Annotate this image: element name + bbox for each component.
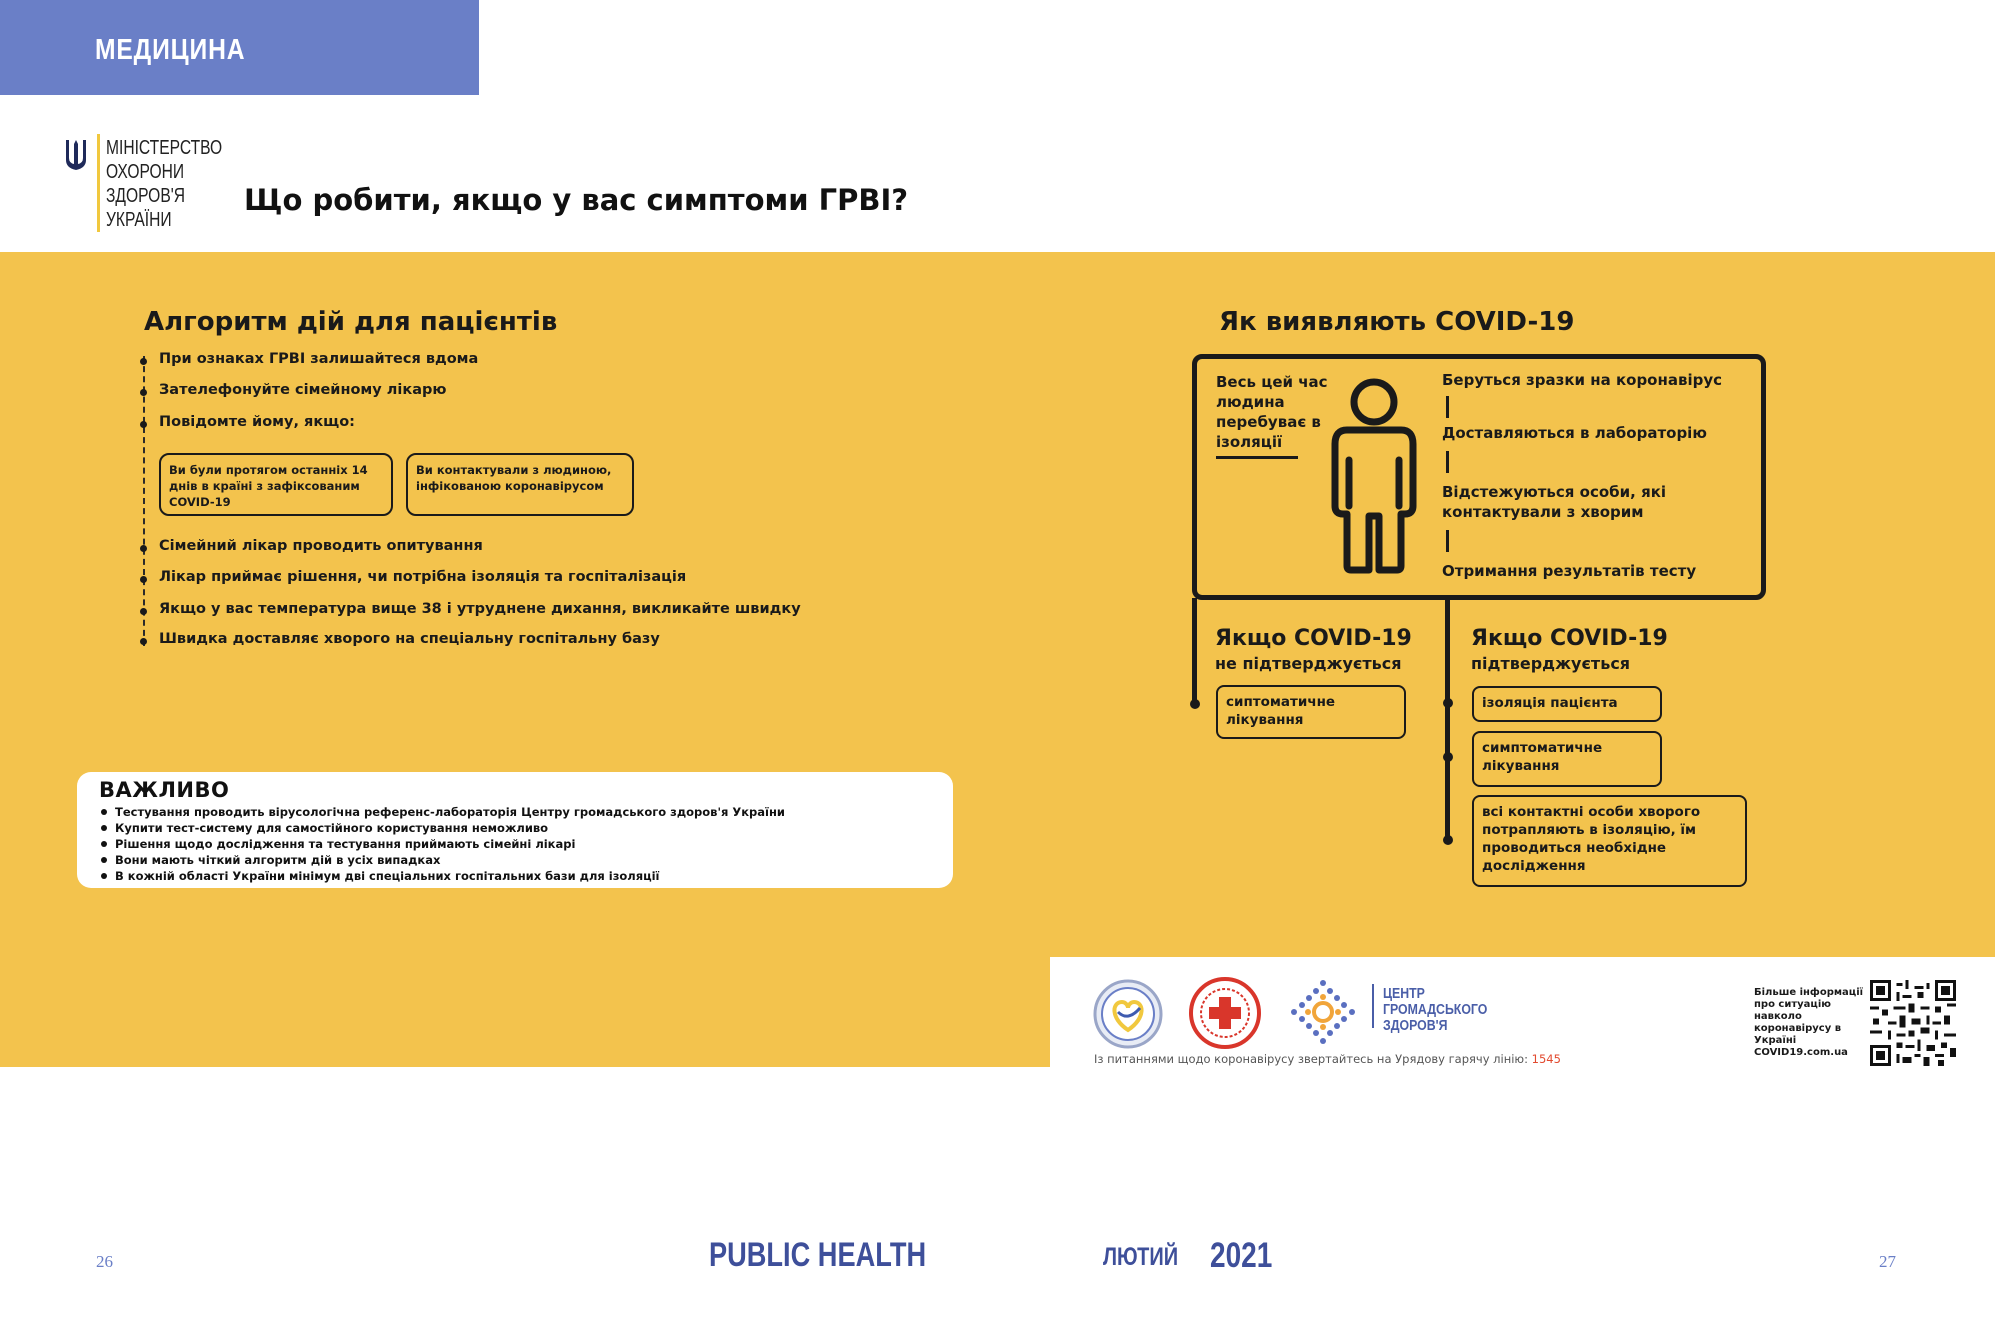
important-list	[99, 804, 953, 884]
timeline-dot	[140, 545, 147, 552]
hotline-text	[1094, 1052, 1561, 1066]
logo-divider	[97, 134, 100, 232]
process-connector	[1446, 530, 1449, 552]
issue-year: 2021	[1210, 1236, 1273, 1275]
important-item: Вони мають чіткий алгоритм дій в усіх випадках	[99, 852, 953, 868]
phc-line: ЗДОРОВ'Я	[1383, 1018, 1448, 1034]
condition-box: Ви контактували з людиною, інфікованою коронавірусом	[406, 453, 634, 516]
branch-dot	[1443, 752, 1453, 762]
result-box: симптоматичне лікування	[1472, 731, 1662, 787]
algorithm-step: Повідомте йому, якщо:	[159, 414, 355, 430]
page-title: Що робити, якщо у вас симптоми ГРВІ?	[244, 183, 909, 217]
ministry-line: УКРАЇНИ	[106, 209, 172, 231]
phc-divider	[1372, 984, 1374, 1028]
algorithm-step: Зателефонуйте сімейному лікарю	[159, 382, 447, 398]
algorithm-step: При ознаках ГРВІ залишайтеся вдома	[159, 351, 479, 367]
issue-month: ЛЮТИЙ	[1103, 1243, 1179, 1271]
process-step: Беруться зразки на коронавірус	[1442, 371, 1723, 389]
trident-icon	[64, 138, 88, 172]
confirmed-title: Якщо COVID-19	[1471, 626, 1668, 651]
phc-logo-icon	[1288, 977, 1358, 1047]
phc-name	[1383, 986, 1487, 1034]
section-label: МЕДИЦИНА	[95, 34, 246, 66]
phc-line: ГРОМАДСЬКОГО	[1383, 1002, 1488, 1018]
timeline-dot	[140, 389, 147, 396]
ministry-line: ЗДОРОВ'Я	[106, 185, 185, 207]
qr-code-icon[interactable]	[1870, 980, 1956, 1066]
algorithm-step: Швидка доставляє хворого на спеціальну госпітальну базу	[159, 631, 660, 647]
important-item: Купити тест-систему для самостійного користування неможливо	[99, 820, 953, 836]
page-number-left: 26	[96, 1252, 113, 1271]
algorithm-timeline	[143, 356, 145, 646]
not-confirmed-subtitle: не підтверджується	[1215, 654, 1402, 673]
important-item: Тестування проводить вірусологічна референс-лабораторія Центру громадського здоров'я України	[99, 804, 953, 820]
result-box: ізоляція пацієнта	[1472, 686, 1662, 722]
hotline-label: Із питаннями щодо коронавірусу звертайтесь на Урядову гарячу лінію:	[1094, 1052, 1528, 1066]
algorithm-step: Лікар приймає рішення, чи потрібна ізоляція та госпіталізація	[159, 569, 687, 585]
process-connector	[1446, 396, 1449, 418]
process-connector	[1446, 451, 1449, 473]
page-number-right: 27	[1879, 1252, 1896, 1271]
branch-dot	[1190, 699, 1200, 709]
isolation-underline	[1216, 456, 1298, 459]
not-confirmed-title: Якщо COVID-19	[1215, 626, 1412, 651]
ministry-line: ОХОРОНИ	[106, 161, 185, 183]
qr-note: Більше інформації про ситуацію навколо коронавірусу в Україні COVID19.com.ua	[1754, 987, 1864, 1058]
branch-dot	[1443, 835, 1453, 845]
confirmed-subtitle: підтверджується	[1471, 654, 1631, 673]
branch-dot	[1443, 698, 1453, 708]
phc-line: ЦЕНТР	[1383, 986, 1425, 1002]
timeline-dot	[140, 638, 147, 645]
process-step: Доставляються в лабораторію	[1442, 424, 1707, 442]
ministry-name	[106, 136, 222, 232]
branch-line-right	[1445, 598, 1450, 838]
hotline-number: 1545	[1531, 1052, 1561, 1066]
timeline-dot	[140, 421, 147, 428]
process-step: Отримання результатів тесту	[1442, 562, 1697, 580]
algorithm-step: Якщо у вас температура вище 38 і утруднене дихання, викликайте швидку	[159, 601, 801, 617]
person-icon	[1327, 376, 1421, 576]
red-cross-icon	[1188, 976, 1262, 1050]
timeline-dot	[140, 608, 147, 615]
algorithm-step: Сімейний лікар проводить опитування	[159, 538, 483, 554]
magazine-title: PUBLIC HEALTH	[709, 1236, 927, 1274]
timeline-dot	[140, 358, 147, 365]
section-tab	[0, 0, 479, 95]
ministry-line: МІНІСТЕРСТВО	[106, 137, 223, 159]
isolation-text: Весь цей час людина перебуває в ізоляції	[1216, 373, 1328, 451]
result-box: сиптоматичне лікування	[1216, 685, 1406, 739]
algorithm-title: Алгоритм дій для пацієнтів	[144, 307, 558, 337]
important-title: ВАЖЛИВО	[99, 778, 230, 802]
detection-title: Як виявляють COVID-19	[1219, 307, 1575, 337]
timeline-dot	[140, 576, 147, 583]
important-item: В кожній області України мінімум дві спеціальних госпітальних бази для ізоляції	[99, 868, 953, 884]
process-step: Відстежуються особи, які контактували з хворим	[1442, 483, 1667, 521]
branch-line-left	[1192, 598, 1197, 700]
result-box: всі контактні особи хворого потрапляють в ізоляцію, їм проводиться необхідне дослідження	[1472, 795, 1747, 887]
important-box	[77, 772, 953, 888]
important-item: Рішення щодо дослідження та тестування приймають сімейні лікарі	[99, 836, 953, 852]
condition-box: Ви були протягом останніх 14 днів в країні з зафіксованим COVID-19	[159, 453, 393, 516]
heart-emblem-icon	[1092, 978, 1164, 1050]
